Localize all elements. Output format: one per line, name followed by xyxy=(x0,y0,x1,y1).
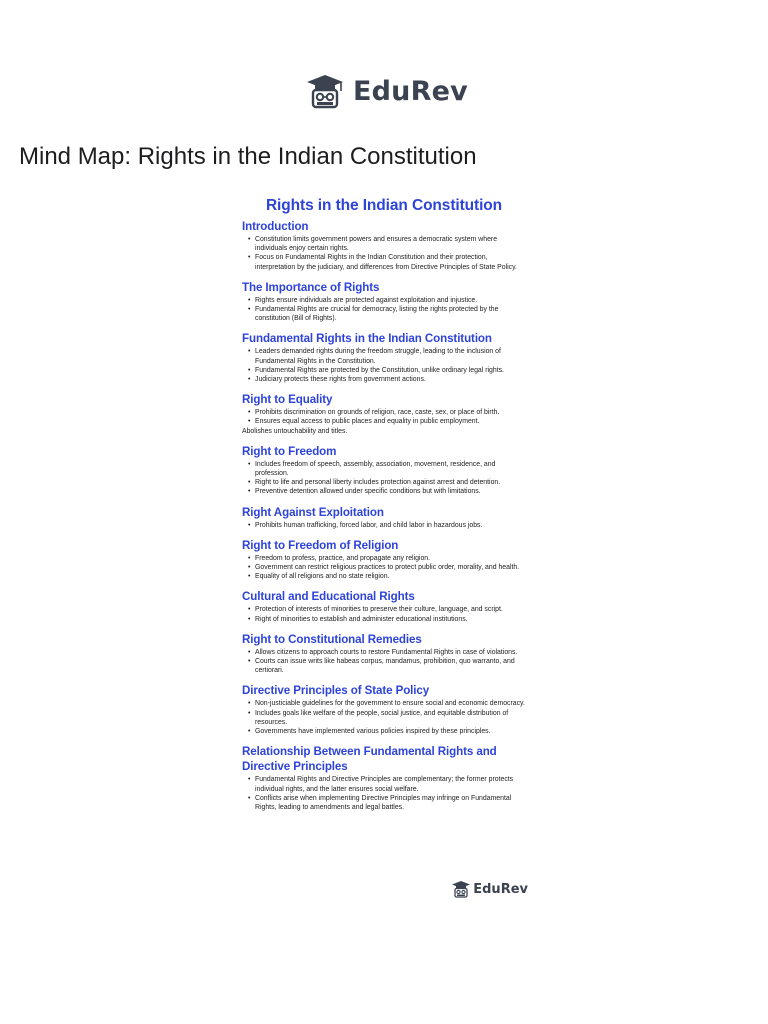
bullet-list xyxy=(242,554,526,582)
section-heading: Right to Equality xyxy=(242,393,333,407)
section-spacer xyxy=(242,436,526,444)
section-heading: Right to Freedom of Religion xyxy=(242,538,399,552)
poster-title: Rights in the Indian Constitution xyxy=(265,197,503,214)
section-heading: The Importance of Rights xyxy=(242,280,380,294)
bullet-item: • Protection of interests of minorities to preserve their culture, language, and script. xyxy=(248,605,526,614)
bullet-list xyxy=(242,775,526,812)
section xyxy=(242,219,526,280)
section-heading: Cultural and Educational Rights xyxy=(242,590,415,604)
bullet-item: • Government can restrict religious practices to protect public order, morality, and health. xyxy=(248,563,526,572)
bullet-item: • Allows citizens to approach courts to restore Fundamental Rights in case of violations. xyxy=(248,648,526,657)
bullet-item: • Ensures equal access to public places and equality in public employment. xyxy=(248,417,526,426)
bullet-list xyxy=(242,408,526,426)
bullet-list xyxy=(242,235,526,272)
section-spacer xyxy=(242,812,526,820)
bullet-item: • Preventive detention allowed under specific conditions but with limitations. xyxy=(248,487,526,496)
mind-map-poster xyxy=(236,190,532,902)
poster-sections xyxy=(242,219,526,820)
section-heading: Right to Constitutional Remedies xyxy=(242,632,422,646)
section-spacer xyxy=(242,581,526,589)
bullet-item: • Freedom to profess, practice, and propagate any religion. xyxy=(248,554,526,563)
section-spacer xyxy=(242,675,526,683)
section xyxy=(242,589,526,631)
section-spacer xyxy=(242,272,526,280)
section-heading: Right to Freedom xyxy=(242,444,337,458)
section-spacer xyxy=(242,736,526,744)
bullet-item: • Leaders demanded rights during the freedom struggle, leading to the inclusion of Fundamental Rights in the Constitution. xyxy=(248,347,526,365)
section xyxy=(242,505,526,538)
section xyxy=(242,632,526,684)
bullet-item: • Prohibits discrimination on grounds of religion, race, caste, sex, or place of birth. xyxy=(248,408,526,417)
bullet-item: • Judiciary protects these rights from government actions. xyxy=(248,375,526,384)
bullet-item: • Non-justiciable guidelines for the government to ensure social and economic democracy. xyxy=(248,699,526,708)
section xyxy=(242,538,526,590)
section-heading: Introduction xyxy=(242,220,309,233)
section-spacer xyxy=(242,323,526,331)
section xyxy=(242,392,526,444)
bullet-item: • Constitution limits government powers and ensures a democratic system where individuals enjoy certain rights. xyxy=(248,235,526,253)
bullet-item: • Fundamental Rights and Directive Principles are complementary; the former protects individual rights, and the latter ensures social welfare. xyxy=(248,775,526,793)
bullet-list xyxy=(242,521,526,530)
section-heading: Directive Principles of State Policy xyxy=(242,684,430,698)
section-note: Abolishes untouchability and titles. xyxy=(242,427,348,435)
bullet-item: • Courts can issue writs like habeas corpus, mandamus, prohibition, quo warranto, and certiorari. xyxy=(248,657,526,675)
bullet-list xyxy=(242,460,526,497)
section-heading: Fundamental Rights in the Indian Constitution xyxy=(242,332,492,346)
bullet-item: • Includes goals like welfare of the people, social justice, and equitable distribution of resources. xyxy=(248,709,526,727)
bullet-list xyxy=(242,648,526,676)
bullet-item: • Right to life and personal liberty includes protection against arrest and detention. xyxy=(248,478,526,487)
bullet-item: • Fundamental Rights are protected by the Constitution, unlike ordinary legal rights. xyxy=(248,366,526,375)
graduate-cap-icon xyxy=(305,73,345,109)
section xyxy=(242,683,526,744)
section xyxy=(242,444,526,505)
bullet-item: • Conflicts arise when implementing Directive Principles may infringe on Fundamental Rights, leading to amendments and legal battles. xyxy=(248,794,526,812)
section-spacer xyxy=(242,530,526,538)
graduate-cap-icon xyxy=(451,880,471,898)
section-spacer xyxy=(242,384,526,392)
bullet-item: • Includes freedom of speech, assembly, association, movement, residence, and profession. xyxy=(248,460,526,478)
section xyxy=(242,744,526,820)
bullet-list xyxy=(242,605,526,623)
section-heading: Right Against Exploitation xyxy=(242,505,384,519)
poster-footer-logo xyxy=(451,880,528,898)
edurev-logo[interactable] xyxy=(305,73,468,109)
bullet-item: • Equality of all religions and no state religion. xyxy=(248,572,526,581)
page-title: Mind Map: Rights in the Indian Constitution xyxy=(19,143,477,170)
bullet-item: • Fundamental Rights are crucial for democracy, listing the rights protected by the constitution (Bill of Rights). xyxy=(248,305,526,323)
bullet-list xyxy=(242,296,526,324)
bullet-list xyxy=(242,347,526,384)
section xyxy=(242,331,526,392)
section-heading: Relationship Between Fundamental Rights and Directive Principles xyxy=(242,745,497,774)
section-spacer xyxy=(242,497,526,505)
bullet-item: • Right of minorities to establish and administer educational institutions. xyxy=(248,615,526,624)
bullet-list xyxy=(242,699,526,736)
bullet-item: • Prohibits human trafficking, forced labor, and child labor in hazardous jobs. xyxy=(248,521,526,530)
bullet-item: • Governments have implemented various policies inspired by these principles. xyxy=(248,727,526,736)
bullet-item: • Rights ensure individuals are protected against exploitation and injustice. xyxy=(248,296,526,305)
poster-brand-name: EduRev xyxy=(473,881,528,897)
bullet-item: • Focus on Fundamental Rights in the Indian Constitution and their protection, interpretation by the judiciary, and differences from Directive Principles of State Policy. xyxy=(248,253,526,271)
section xyxy=(242,280,526,332)
section-spacer xyxy=(242,624,526,632)
brand-name: EduRev xyxy=(353,75,468,107)
